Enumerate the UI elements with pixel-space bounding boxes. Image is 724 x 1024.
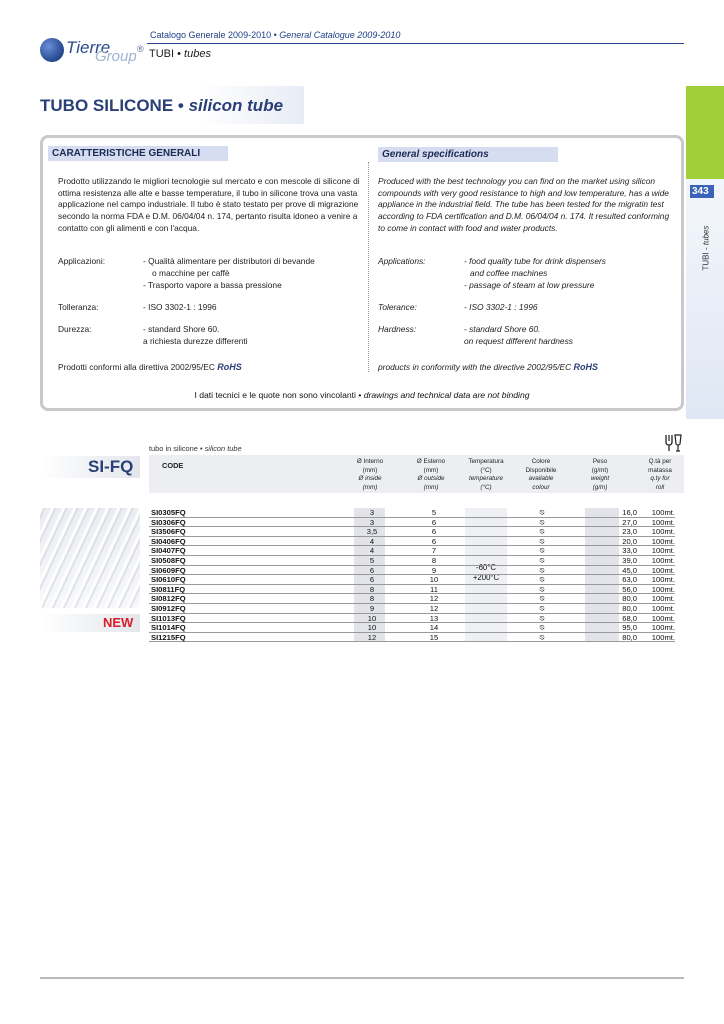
cell-code: SI3506FQ: [151, 527, 186, 537]
column-header-temperature: Temperatura (°C) temperature (°C): [468, 458, 504, 491]
cell-internal-diameter: 12: [367, 632, 377, 642]
cell-weight: 20,0: [622, 536, 637, 546]
cell-external-diameter: 6: [431, 536, 437, 546]
applications-label-it: Applicazioni:: [58, 256, 106, 266]
cell-internal-diameter: 3,5: [366, 527, 378, 537]
applications-it-2: - Trasporto vapore a bassa pressione: [143, 280, 282, 290]
cell-internal-diameter: 4: [369, 536, 375, 546]
cell-internal-diameter: 3: [369, 517, 375, 527]
heading-general-it: CARATTERISTICHE GENERALI: [48, 146, 228, 161]
logo-registered-mark: ®: [137, 44, 144, 54]
hardness-it-2: a richiesta durezze differenti: [143, 336, 248, 346]
food-safe-icon: [663, 433, 683, 453]
cell-weight: 68,0: [622, 613, 637, 623]
cell-internal-diameter: 10: [367, 623, 377, 633]
table-row: [149, 604, 675, 614]
cell-code: SI1215FQ: [151, 632, 186, 642]
column-header-colour: Colore Disponibile available colour: [525, 458, 557, 491]
applications-en-1: - food quality tube for drink dispensers: [464, 256, 606, 266]
cell-colour-symbol: ⍉: [539, 594, 545, 604]
column-header-internal: Ø Interno (mm) Ø inside (mm): [356, 458, 384, 491]
table-row: [149, 546, 675, 556]
tolerance-label-en: Tolerance:: [378, 302, 417, 312]
column-header-qty: Q.tà per matassa q.ty for roll: [648, 458, 672, 491]
cell-colour-symbol: ⍉: [539, 556, 545, 565]
cell-qty: 100mt.: [651, 556, 675, 565]
hardness-it-1: - standard Shore 60.: [143, 324, 220, 334]
cell-colour-symbol: ⍉: [539, 623, 545, 633]
table-row: [149, 594, 675, 604]
cell-code: SI0305FQ: [151, 508, 186, 517]
table-row: [149, 575, 675, 585]
cell-weight: 56,0: [622, 584, 637, 594]
table-row: [149, 585, 675, 595]
page-number: 343: [690, 185, 714, 198]
side-tab-label: TUBI - tubes: [701, 225, 711, 271]
cell-colour-symbol: ⍉: [539, 632, 545, 642]
cell-internal-diameter: 6: [369, 575, 375, 585]
hardness-en-2: on request different hardness: [464, 336, 573, 346]
side-tab-accent: [686, 86, 724, 179]
tolerance-label-it: Tolleranza:: [58, 302, 99, 312]
cell-code: SI0406FQ: [151, 536, 186, 546]
temperature-range: -60°C +200°C: [472, 563, 500, 582]
cell-weight: 16,0: [622, 508, 637, 517]
cell-external-diameter: 12: [429, 594, 439, 604]
cell-colour-symbol: ⍉: [539, 536, 545, 546]
cell-weight: 23,0: [622, 527, 637, 537]
cell-internal-diameter: 4: [369, 546, 375, 556]
cell-external-diameter: 10: [429, 575, 439, 585]
cell-internal-diameter: 9: [369, 604, 375, 613]
cell-weight: 80,0: [622, 632, 637, 642]
cell-qty: 100mt.: [651, 575, 675, 585]
cell-weight: 39,0: [622, 556, 637, 565]
footer-rule: [40, 977, 684, 979]
column-header-weight: Peso (g/mt) weight (g/m): [590, 458, 610, 491]
conformity-text-en: products in conformity with the directive 2002/95/EC RoHS: [378, 362, 599, 372]
applications-en-1b: and coffee machines: [470, 268, 548, 278]
cell-external-diameter: 6: [431, 527, 437, 537]
catalog-title: Catalogo Generale 2009-2010 • General Catalogue 2009-2010: [150, 30, 401, 40]
series-code: SI-FQ: [88, 457, 134, 476]
hardness-label-en: Hardness:: [378, 324, 417, 334]
cell-colour-symbol: ⍉: [539, 613, 545, 623]
table-row: [149, 614, 675, 624]
cell-internal-diameter: 10: [367, 613, 377, 623]
cell-colour-symbol: ⍉: [539, 527, 545, 537]
cell-colour-symbol: ⍉: [539, 517, 545, 527]
product-caption: tubo in silicone • silicon tube: [149, 444, 242, 453]
hardness-label-it: Durezza:: [58, 324, 92, 334]
cell-code: SI1014FQ: [151, 623, 186, 633]
intro-text-en: Produced with the best technology you can find on the market using silicon compounds with very good resistance to high and low temperature, has a wide appliance in the industrial field. The tube has been tested for the migratin test according to FDA certification and D.M. 06/04/04 n. 174. It resulted conforming to come in contact with food and water products.: [378, 176, 670, 233]
table-row: [149, 556, 675, 566]
cell-code: SI1013FQ: [151, 613, 186, 623]
cell-qty: 100mt.: [651, 517, 675, 527]
cell-external-diameter: 6: [431, 517, 437, 527]
cell-weight: 33,0: [622, 546, 637, 556]
cell-qty: 100mt.: [651, 594, 675, 604]
logo-wordmark: Tierre: [66, 38, 111, 57]
cell-qty: 100mt.: [651, 536, 675, 546]
cell-qty: 100mt.: [651, 623, 675, 633]
cell-code: SI0306FQ: [151, 517, 186, 527]
cell-weight: 27,0: [622, 517, 637, 527]
new-badge: NEW: [103, 615, 134, 630]
column-header-external: Ø Esterno (mm) Ø outside (mm): [416, 458, 446, 491]
cell-external-diameter: 8: [431, 556, 437, 565]
table-row: [149, 537, 675, 547]
cell-code: SI0811FQ: [151, 584, 186, 594]
cell-qty: 100mt.: [651, 584, 675, 594]
cell-colour-symbol: ⍉: [539, 584, 545, 594]
cell-colour-symbol: ⍉: [539, 575, 545, 585]
cell-weight: 95,0: [622, 623, 637, 633]
cell-internal-diameter: 8: [369, 594, 375, 604]
table-row: [149, 527, 675, 537]
conformity-text-it: Prodotti conformi alla direttiva 2002/95/EC RoHS: [58, 362, 242, 372]
cell-code: SI0508FQ: [151, 556, 186, 565]
section-title: TUBI • tubes: [149, 48, 211, 60]
cell-code: SI0609FQ: [151, 565, 186, 575]
cell-internal-diameter: 5: [369, 556, 375, 565]
applications-en-2: - passage of steam at low pressure: [464, 280, 595, 290]
cell-qty: 100mt.: [651, 604, 675, 613]
cell-qty: 100mt.: [651, 565, 675, 575]
cell-code: SI0407FQ: [151, 546, 186, 556]
applications-label-en: Applications:: [378, 256, 426, 266]
cell-colour-symbol: ⍉: [539, 508, 545, 517]
table-row: [149, 518, 675, 528]
heading-general-en: General specifications: [378, 147, 558, 162]
cell-weight: 80,0: [622, 594, 637, 604]
cell-external-diameter: 14: [429, 623, 439, 633]
company-logo-icon: [40, 38, 64, 62]
page-title: TUBO SILICONE • silicon tube: [40, 96, 284, 115]
cell-internal-diameter: 3: [369, 508, 375, 517]
cell-external-diameter: 13: [429, 613, 439, 623]
cell-internal-diameter: 8: [369, 584, 375, 594]
cell-code: SI0812FQ: [151, 594, 186, 604]
cell-colour-symbol: ⍉: [539, 546, 545, 556]
cell-qty: 100mt.: [651, 546, 675, 556]
cell-external-diameter: 12: [429, 604, 439, 613]
cell-code: SI0912FQ: [151, 604, 186, 613]
cell-colour-symbol: ⍉: [539, 604, 545, 613]
hardness-en-1: - standard Shore 60.: [464, 324, 541, 334]
tolerance-en: - ISO 3302-1 : 1996: [464, 302, 538, 312]
cell-external-diameter: 5: [431, 508, 437, 517]
table-row: [149, 633, 675, 643]
intro-text-it: Prodotto utilizzando le migliori tecnologie sul mercato e con mescole di silicone di ottima resistenza alle alte e basse temperature, il tubo in silicone trova una vasta applicazione nel campo industriale. Il tubo è stato testato per prove di migrazione secondo la norma FDA e D.M. 06/04/04 n. 174, pertanto risulta idoneo a venire a contatto con gli alimenti e con l'acqua.: [58, 176, 360, 233]
cell-external-diameter: 9: [431, 565, 437, 575]
cell-weight: 63,0: [622, 575, 637, 585]
table-row: [149, 508, 675, 518]
applications-it-1b: o macchine per caffè: [152, 268, 230, 278]
cell-weight: 45,0: [622, 565, 637, 575]
rohs-badge: RoHS: [573, 362, 599, 372]
applications-it-1: - Qualità alimentare per distributori di bevande: [143, 256, 315, 266]
cell-external-diameter: 11: [430, 584, 438, 594]
disclaimer: I dati tecnici e le quote non sono vincolanti • drawings and technical data are not binding: [194, 390, 530, 400]
cell-internal-diameter: 6: [369, 565, 375, 575]
cell-qty: 100mt.: [651, 632, 675, 642]
cell-external-diameter: 15: [429, 632, 439, 642]
cell-qty: 100mt.: [651, 613, 675, 623]
cell-qty: 100mt.: [651, 508, 675, 517]
column-header-code: CODE: [162, 461, 184, 470]
cell-code: SI0610FQ: [151, 575, 186, 585]
table-row: [149, 623, 675, 633]
table-row: [149, 566, 675, 576]
silicone-tube-image: [40, 508, 140, 608]
rohs-badge: RoHS: [217, 362, 242, 372]
cell-qty: 100mt.: [651, 527, 675, 537]
logo-group-wordmark: Group: [95, 48, 137, 65]
cell-weight: 80,0: [622, 604, 637, 613]
header-rule: [147, 43, 684, 44]
tolerance-it: - ISO 3302-1 : 1996: [143, 302, 217, 312]
cell-external-diameter: 7: [431, 546, 437, 556]
cell-colour-symbol: ⍉: [539, 565, 545, 575]
column-divider: [368, 162, 370, 372]
